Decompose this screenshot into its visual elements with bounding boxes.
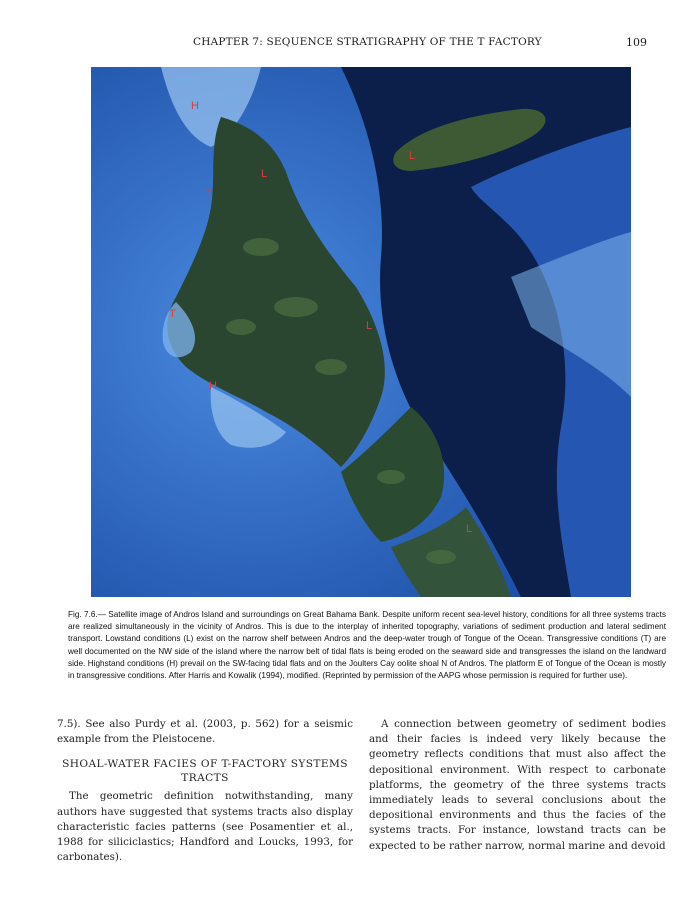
label-l-north: L <box>261 168 268 180</box>
running-head <box>0 36 695 52</box>
right-column <box>369 717 666 854</box>
satellite-image <box>91 67 631 597</box>
running-title: CHAPTER 7: SEQUENCE STRATIGRAPHY OF THE T FACTORY <box>193 36 542 48</box>
label-t-west: T <box>169 308 176 320</box>
right-paragraph: A connection between geometry of sediment bodies and their facies is indeed very likely because the geometry reflects conditions that must also affect the depositional environment. With respect to carbonate platforms, the geometry of the three systems tracts immediately leads to several conclusions about the depositional environments and thus the facies of the systems tracts. For instance, lowstand tracts can be expected to be rather narrow, normal marine and devoid <box>369 718 666 852</box>
label-l-south: L <box>466 523 473 535</box>
label-h-north: H <box>191 100 199 112</box>
satellite-figure <box>91 67 631 597</box>
left-paragraph-2: The geometric definition notwithstanding, many authors have suggested that systems tracts also display characteristic facies patterns (see Posamentier et al., 1988 for siliciclastics; Handford and Loucks, 1993, for carbonates). <box>57 790 353 864</box>
label-l-central: L <box>366 320 373 332</box>
left-paragraph-1: 7.5). See also Purdy et al. (2003, p. 562) for a seismic example from the Pleistocene. <box>57 718 353 746</box>
left-column <box>57 717 353 865</box>
page-number: 109 <box>626 36 647 49</box>
label-t-north: T <box>206 188 213 200</box>
label-l-island: L <box>409 150 416 162</box>
figure-caption: Fig. 7.6.— Satellite image of Andros Island and surroundings on Great Bahama Bank. Despite uniform recent sea-level history, conditions for all three systems tracts are realized simultaneously in the vicinity of Andros. This is due to the interplay of inherited topography, variations of sediment production and lateral sediment transport. Lowstand conditions (L) exist on the narrow shelf between Andros and the deep-water trough of Tongue of the Ocean. Transgressive conditions (T) are well documented on the NW side of the island where the narrow belt of tidal flats is being eroded on the seaward side and transgresses the island on the landward side. Highstand conditions (H) prevail on the SW-facing tidal flats and on the Joulters Cay oolite shoal N of Andros. The platform E of Tongue of the Ocean is mostly in transgressive conditions. After Harris and Kowalik (1994), modified. (Reprinted by permission of the AAPG whose permission is required for further use). <box>68 610 666 681</box>
label-h-south: H <box>209 380 217 392</box>
section-heading: SHOAL-WATER FACIES OF T-FACTORY SYSTEMS TRACTS <box>62 758 348 785</box>
